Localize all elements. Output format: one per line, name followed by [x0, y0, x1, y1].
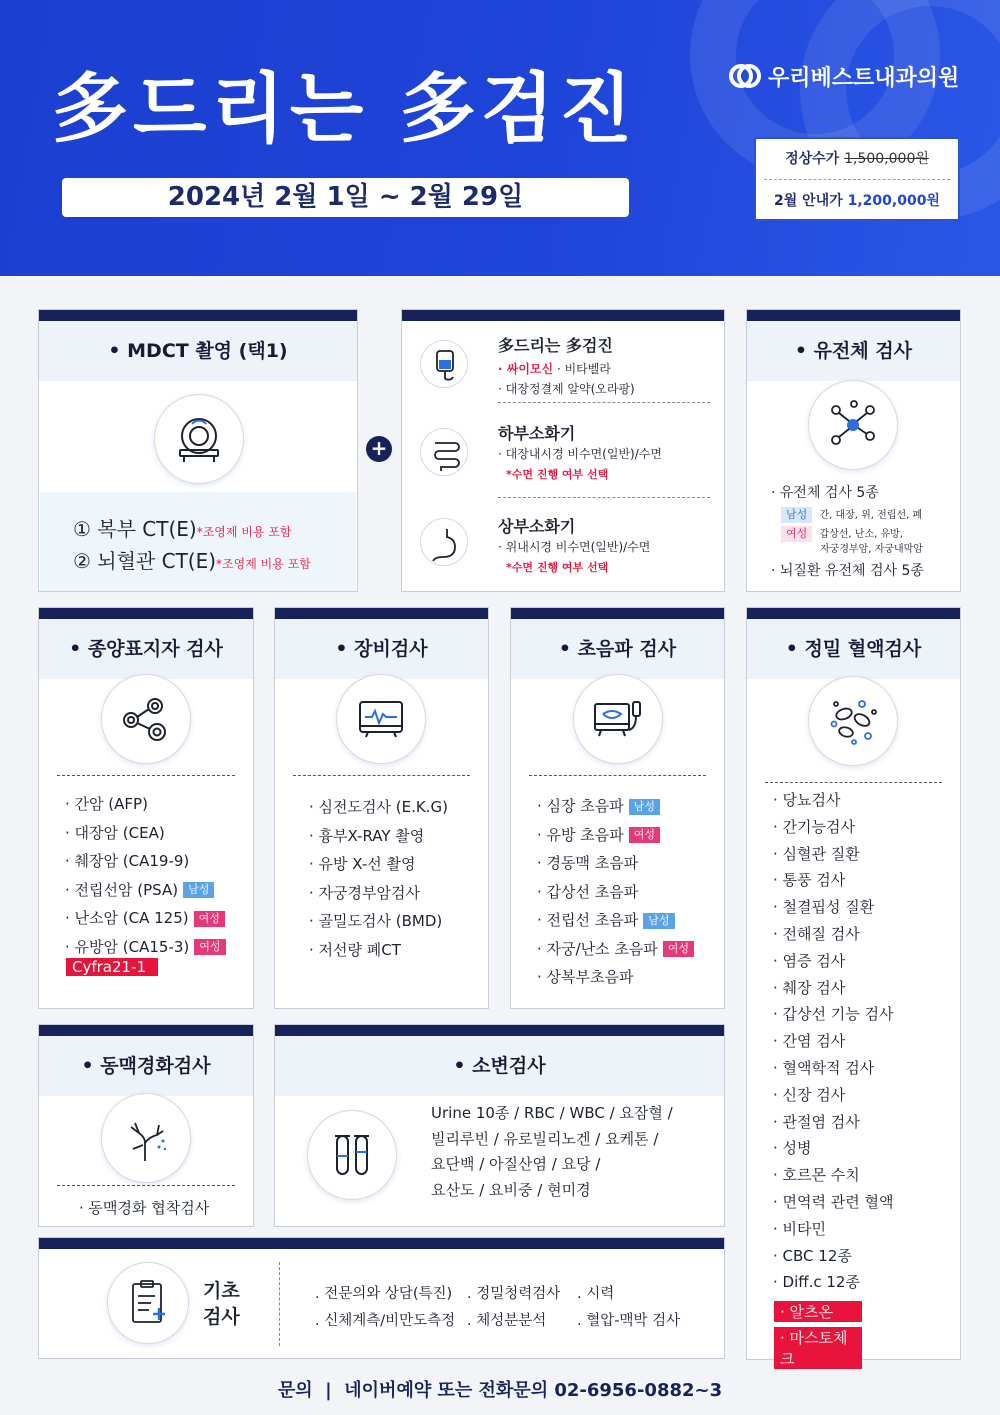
male-badge: 남성 — [629, 799, 660, 815]
list-item: · 통풍 검사 — [773, 871, 846, 890]
blood-test-card — [746, 607, 961, 1368]
list-item: · 염증 검사 — [773, 951, 846, 970]
urine-items: Urine 10종 / RBC / WBC / 요잠혈 / 빌리루빈 / 유로빌리노겐 / 요케톤 / 요단백 / 아질산염 / 요당 / 요산도 / 요비중 / 현미경 — [431, 1104, 673, 1199]
list-item: · 관절염 검사 — [773, 1112, 860, 1131]
promo-line-2: · 대장정결제 알약(오라팡) — [498, 382, 635, 396]
equipment-card — [274, 607, 489, 1009]
list-item: · Diff.c 12종 — [773, 1273, 860, 1292]
upper-gi-line: · 위내시경 비수면(일반)/수면 — [498, 540, 651, 554]
clipboard-icon — [107, 1262, 189, 1344]
ultrasound-machine-icon — [573, 674, 663, 764]
section-lower-gi-title: 하부소화기 — [498, 424, 576, 443]
blood-list — [773, 787, 894, 1296]
hero-banner — [0, 0, 1000, 276]
basic-row-2: . 신체계측/비만도측정 . 체성분분석 . 혈압-맥박 검사 — [315, 1313, 681, 1329]
list-item: · 유방 X-선 촬영 — [309, 855, 416, 873]
list-item: · 유방 초음파 여성 — [537, 821, 694, 850]
genome-card — [746, 309, 961, 592]
list-item: · 갑상선 초음파 — [537, 882, 639, 901]
artery-title: • 동맥경화검사 — [39, 1036, 253, 1096]
list-item: · 자궁경부암검사 — [309, 883, 420, 902]
basic-test-card — [38, 1237, 725, 1359]
page-title: 多드리는 多검진 — [52, 64, 638, 153]
list-item: · 간기능검사 — [773, 817, 855, 836]
colon-icon — [420, 428, 468, 476]
list-item: · 상복부초음파 — [537, 968, 634, 986]
mdct-option-1: ① 복부 CT(E)*조영제 비용 포함 — [73, 517, 292, 541]
genome-female-row: 여성 갑상선, 난소, 유방, — [781, 525, 903, 542]
ct-scanner-icon — [154, 394, 244, 484]
female-badge: 여성 — [194, 939, 225, 955]
list-item: · 전립선암 (PSA) 남성 — [65, 876, 226, 905]
list-item: · 유방암 (CA15-3) 여성 — [65, 933, 226, 962]
lower-gi-line: · 대장내시경 비수면(일반)/수면 — [498, 447, 662, 461]
equipment-title: • 장비검사 — [275, 619, 488, 679]
tumor-title: • 종양표지자 검사 — [39, 619, 253, 679]
regular-price: 정상수가 1,500,000원 — [785, 151, 929, 167]
urine-card — [274, 1024, 725, 1227]
list-item: · 전립선 초음파 남성 — [537, 906, 694, 935]
artery-card — [38, 1024, 254, 1227]
nodes-icon — [101, 674, 191, 764]
clinic-logo-icon — [728, 60, 762, 92]
list-item: · 성병 — [773, 1139, 812, 1158]
genome-title: • 유전체 검사 — [747, 321, 960, 381]
female-badge: 여성 — [629, 827, 660, 843]
genome-item-1: · 유전체 검사 5종 — [771, 485, 879, 501]
list-item: · 경동맥 초음파 — [537, 854, 639, 872]
blood-title: • 정밀 혈액검사 — [747, 619, 960, 679]
price-divider — [764, 179, 950, 180]
genome-item-2: · 뇌질환 유전체 검사 5종 — [771, 563, 924, 579]
list-item: · 흉부X-RAY 촬영 — [309, 826, 425, 845]
plus-icon: + — [366, 436, 392, 462]
list-item: · 갑상선 기능 검사 — [773, 1005, 894, 1024]
list-item: · 혈액학적 검사 — [773, 1058, 875, 1077]
brand-name: 우리베스트내과의원 — [768, 65, 960, 91]
list-item: · 간암 (AFP) — [65, 795, 148, 813]
date-range: 2024년 2월 1일 ~ 2월 29일 — [62, 178, 629, 217]
stomach-icon — [420, 518, 468, 566]
package-card — [401, 309, 725, 592]
urine-title: • 소변검사 — [275, 1036, 724, 1096]
ultrasound-card — [510, 607, 725, 1009]
list-item: · 비타민 — [773, 1219, 827, 1238]
list-item: · 당뇨검사 — [773, 791, 841, 809]
list-item: · 호르몬 수치 — [773, 1166, 860, 1185]
molecule-icon — [808, 380, 898, 470]
ultrasound-list — [537, 792, 694, 992]
artery-icon — [101, 1093, 191, 1183]
list-item: · CBC 12종 — [773, 1246, 852, 1265]
genome-male-row: 남성 간, 대장, 위, 전립선, 폐 — [781, 506, 922, 523]
list-item: · 저선량 폐CT — [309, 940, 401, 959]
list-item: · 간염 검사 — [773, 1032, 846, 1051]
male-badge: 남성 — [643, 913, 674, 929]
basic-row-1: . 전문의와 상담(특진) . 정밀청력검사 . 시력 — [315, 1286, 615, 1302]
upper-gi-note: *수면 진행 여부 선택 — [506, 561, 609, 574]
female-badge: 여성 — [663, 941, 694, 957]
artery-item: · 동맥경화 협착검사 — [79, 1199, 210, 1217]
test-tubes-icon — [307, 1110, 397, 1200]
basic-title: 기초 검사 — [203, 1280, 240, 1328]
contact-info: 문의 | 네이버예약 또는 전화문의 02-6956-0882~3 — [277, 1380, 723, 1401]
male-badge: 남성 — [183, 882, 214, 898]
list-item: · 심혈관 질환 — [773, 844, 860, 863]
blood-extra-2: · 마스토체크 — [774, 1327, 862, 1369]
lower-gi-note: *수면 진행 여부 선택 — [506, 468, 609, 481]
mdct-option-2: ② 뇌혈관 CT(E)*조영제 비용 포함 — [73, 549, 311, 573]
list-item: · 췌장 검사 — [773, 978, 846, 997]
list-item: · 신장 검사 — [773, 1085, 846, 1104]
promo-price: 2월 안내가 1,200,000원 — [774, 193, 940, 209]
list-item: · 난소암 (CA 125) 여성 — [65, 904, 226, 933]
list-item: · 대장암 (CEA) — [65, 823, 165, 842]
female-badge: 여성 — [194, 911, 225, 927]
list-item: · 철결핍성 질환 — [773, 898, 875, 917]
list-item: · 심전도검사 (E.K.G) — [309, 798, 448, 816]
section-upper-gi-title: 상부소화기 — [498, 517, 576, 536]
mdct-card — [38, 309, 358, 592]
list-item: · 면역력 관련 혈액 — [773, 1192, 894, 1211]
blood-extra-1: · 알츠온 — [774, 1301, 862, 1322]
section-promo-title: 多드리는 多검진 — [498, 336, 613, 355]
iv-drip-icon — [420, 340, 468, 388]
list-item: · 자궁/난소 초음파 여성 — [537, 935, 694, 964]
list-item: · 골밀도검사 (BMD) — [309, 912, 443, 930]
list-item: · 전해질 검사 — [773, 924, 860, 943]
tumor-marker-card — [38, 607, 254, 1009]
mdct-title: • MDCT 촬영 (택1) — [39, 321, 357, 381]
equipment-list — [309, 793, 448, 964]
genome-female-row-2: 자궁경부암, 자궁내막암 — [820, 544, 923, 555]
price-box — [754, 137, 960, 221]
promo-line-1: · 싸이모신 · 비타벨라 — [498, 362, 611, 376]
blood-cells-icon — [808, 676, 898, 766]
monitor-icon — [336, 674, 426, 764]
tumor-extra-item: Cyfra21-1 — [66, 958, 158, 976]
list-item: · 췌장암 (CA19-9) — [65, 852, 190, 870]
tumor-list — [65, 790, 226, 961]
list-item: · 심장 초음파 남성 — [537, 792, 694, 821]
ultrasound-title: • 초음파 검사 — [511, 619, 724, 679]
brand-logo — [728, 60, 959, 92]
